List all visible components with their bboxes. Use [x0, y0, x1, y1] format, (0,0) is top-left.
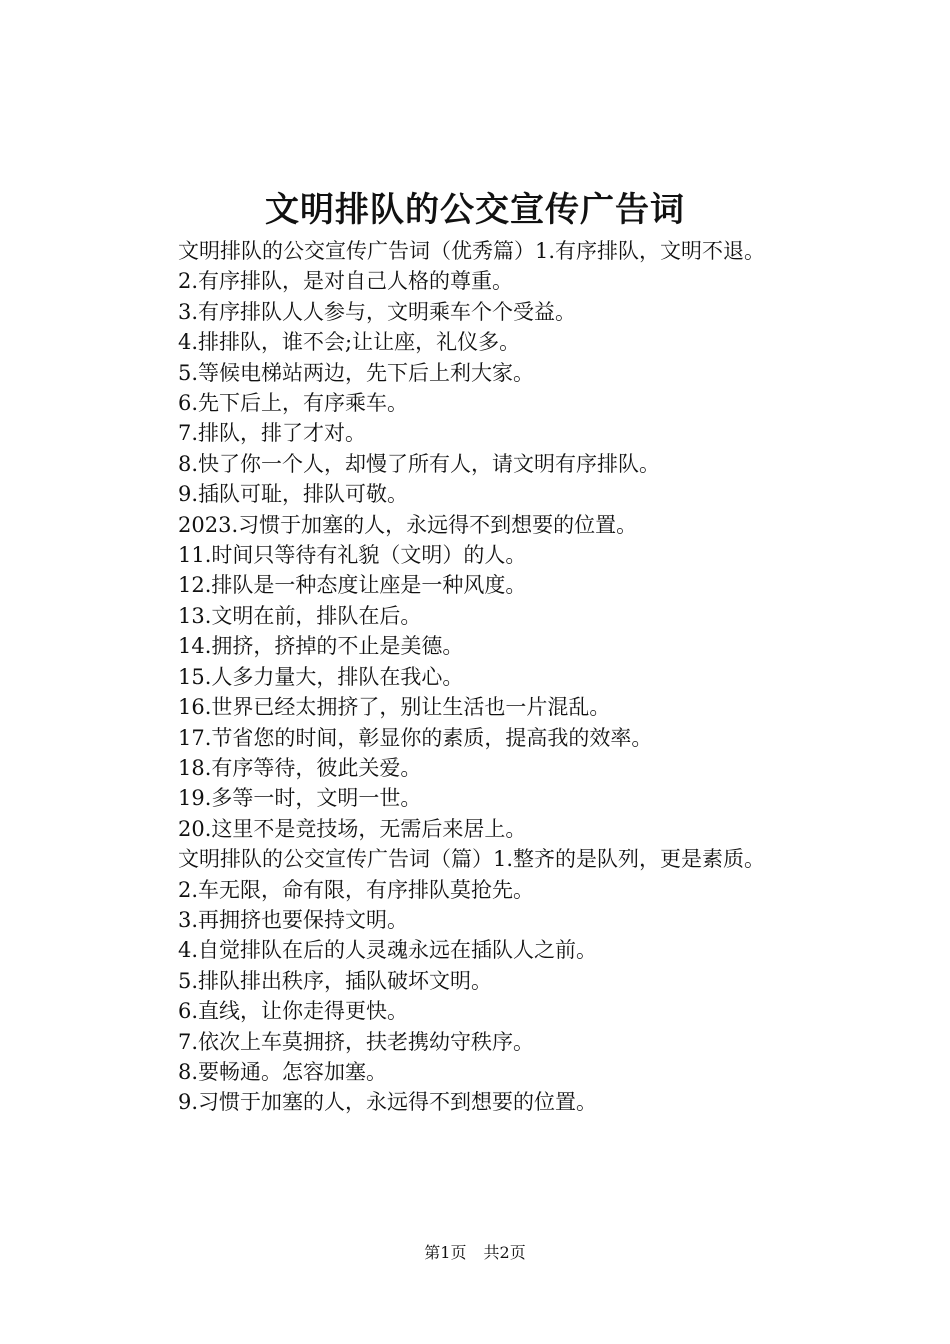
page-number: 第1页: [424, 1243, 467, 1262]
paragraph: 18.有序等待，彼此关爱。: [178, 755, 422, 780]
paragraph: 7.依次上车莫拥挤，扶老携幼守秩序。: [178, 1029, 535, 1054]
paragraph: 5.排队排出秩序，插队破坏文明。: [178, 968, 493, 993]
paragraph: 15.人多力量大，排队在我心。: [178, 664, 464, 689]
paragraph: 文明排队的公交宣传广告词（篇）1.整齐的是队列，更是素质。: [178, 847, 766, 872]
paragraph: 20.这里不是竞技场，无需后来居上。: [178, 816, 527, 841]
paragraph: 8.要畅通。怎容加塞。: [178, 1059, 388, 1084]
page-total: 共2页: [483, 1243, 526, 1262]
paragraph: 9.插队可耻，排队可敬。: [178, 482, 409, 507]
page-footer: [0, 1238, 950, 1268]
paragraph: 2.有序排队，是对自己人格的尊重。: [178, 269, 514, 294]
document-title: 文明排队的公交宣传广告词: [265, 190, 685, 230]
paragraph: 19.多等一时，文明一世。: [178, 786, 422, 811]
paragraph: 8.快了你一个人，却慢了所有人，请文明有序排队。: [178, 451, 661, 476]
paragraph: 4.自觉排队在后的人灵魂永远在插队人之前。: [178, 938, 598, 963]
paragraph: 7.排队，排了才对。: [178, 421, 367, 446]
paragraph: 17.节省您的时间，彰显你的素质，提高我的效率。: [178, 725, 653, 750]
paragraph: 6.先下后上，有序乘车。: [178, 391, 409, 416]
paragraph: 2.车无限，命有限，有序排队莫抢先。: [178, 877, 535, 902]
paragraph: 12.排队是一种态度让座是一种风度。: [178, 573, 527, 598]
paragraph: 3.再拥挤也要保持文明。: [178, 907, 409, 932]
paragraph: 4.排排队，谁不会;让让座，礼仪多。: [178, 330, 521, 355]
paragraph: 文明排队的公交宣传广告词（优秀篇）1.有序排队，文明不退。: [178, 239, 766, 263]
paragraph: 13.文明在前，排队在后。: [178, 603, 422, 628]
document-body: [130, 236, 830, 1118]
paragraph: 9.习惯于加塞的人，永远得不到想要的位置。: [178, 1090, 598, 1115]
paragraph: 2023.习惯于加塞的人，永远得不到想要的位置。: [178, 512, 638, 537]
paragraph: 16.世界已经太拥挤了，别让生活也一片混乱。: [178, 695, 611, 720]
paragraph: 6.直线，让你走得更快。: [178, 999, 409, 1024]
paragraph: 14.拥挤，挤掉的不止是美德。: [178, 634, 464, 659]
paragraph: 11.时间只等待有礼貌（文明）的人。: [178, 543, 527, 568]
paragraph: 3.有序排队人人参与，文明乘车个个受益。: [178, 299, 577, 324]
paragraph: 5.等候电梯站两边，先下后上利大家。: [178, 360, 535, 385]
